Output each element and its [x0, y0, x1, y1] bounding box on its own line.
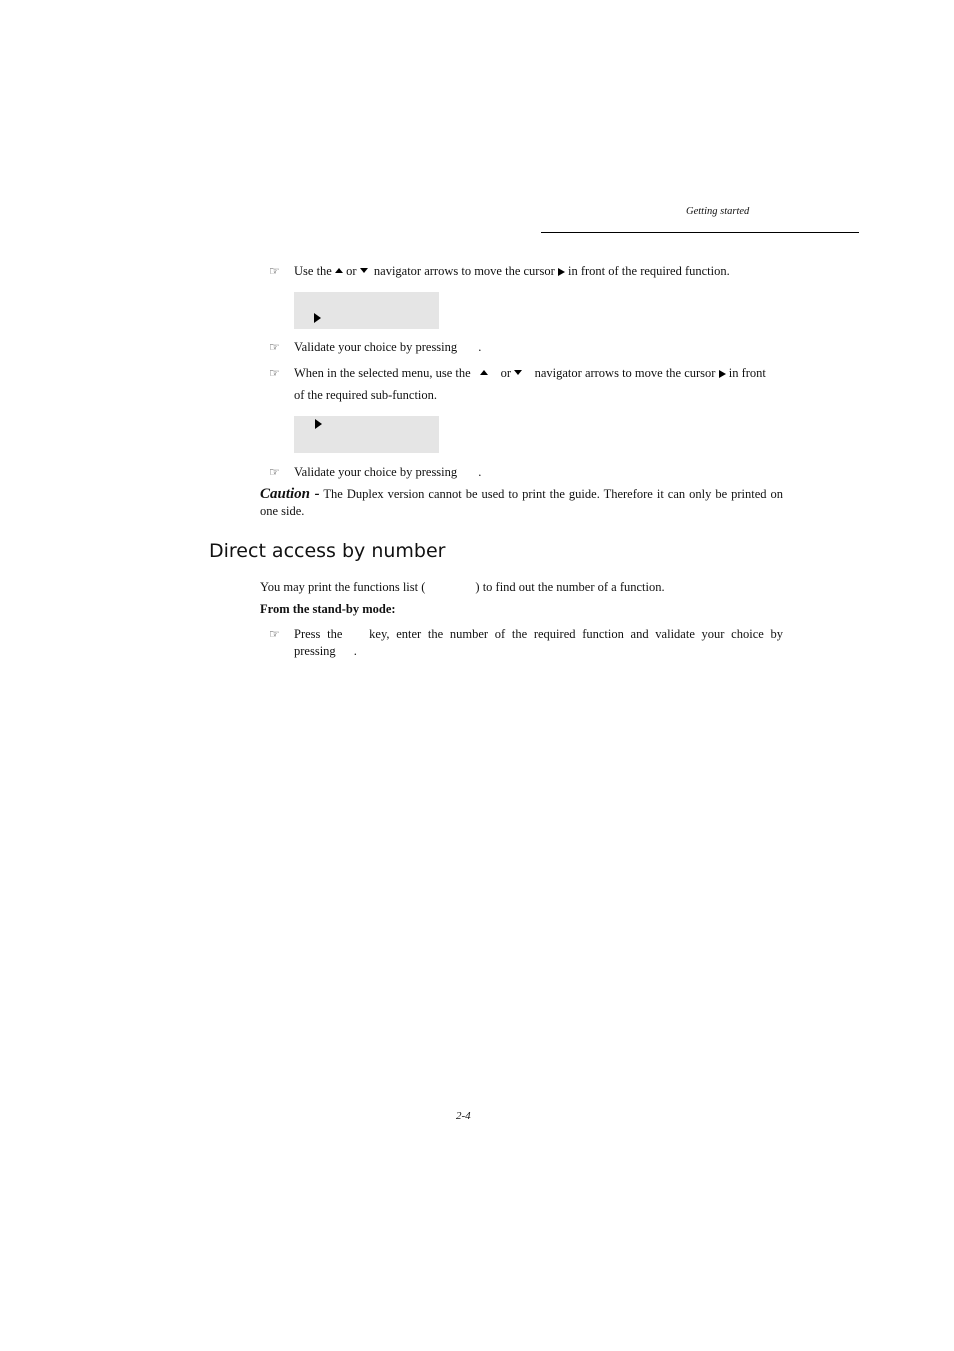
- instruction-navigate-function: [294, 263, 730, 280]
- instruction-validate: [294, 339, 481, 356]
- nav-up-arrow-icon: [335, 268, 343, 273]
- caution-text: The Duplex version cannot be used to print the guide. Therefore it can only be printed on one side.: [260, 487, 783, 518]
- intro-text: You may print the functions list (: [260, 580, 426, 594]
- nav-down-arrow-icon: [514, 370, 522, 375]
- instruction-text: or: [346, 264, 357, 278]
- cursor-arrow-icon: [558, 268, 565, 276]
- instruction-text: in front: [728, 366, 766, 380]
- cursor-arrow-icon: [314, 313, 321, 323]
- running-header: Getting started: [686, 206, 750, 217]
- instruction-text: Validate your choice by pressing: [294, 465, 458, 479]
- instruction-direct-access: [294, 626, 783, 643]
- instruction-text: navigator arrows to move the cursor: [373, 264, 555, 278]
- lcd-display: [294, 416, 439, 453]
- instruction-navigate-subfunction: [294, 365, 766, 382]
- instruction-text: .: [478, 340, 482, 354]
- section-heading: Direct access by number: [209, 540, 446, 562]
- page-number: 2-4: [456, 1110, 471, 1122]
- pointing-hand-icon: ☞: [269, 465, 280, 479]
- nav-up-arrow-icon: [480, 370, 488, 375]
- header-rule: [541, 232, 859, 233]
- instruction-text: .: [353, 644, 357, 658]
- pointing-hand-icon: ☞: [269, 627, 280, 641]
- instruction-continuation: [294, 643, 357, 660]
- instruction-text: or: [500, 366, 511, 380]
- instruction-text: .: [478, 465, 482, 479]
- instruction-validate: [294, 464, 481, 481]
- instruction-text: When in the selected menu, use the: [294, 366, 471, 380]
- lcd-display: [294, 292, 439, 329]
- pointing-hand-icon: ☞: [269, 340, 280, 354]
- nav-down-arrow-icon: [360, 268, 368, 273]
- instruction-text: navigator arrows to move the cursor: [534, 366, 716, 380]
- pointing-hand-icon: ☞: [269, 366, 280, 380]
- cursor-arrow-icon: [315, 419, 322, 429]
- instruction-continuation: of the required sub-function.: [294, 388, 438, 402]
- cursor-arrow-icon: [719, 370, 726, 378]
- caution-label: Caution -: [260, 486, 320, 502]
- caution-note: [260, 486, 783, 520]
- instruction-text: Use the: [294, 264, 332, 278]
- pointing-hand-icon: ☞: [269, 264, 280, 278]
- intro-text: ) to find out the number of a function.: [475, 580, 665, 594]
- instruction-text: Validate your choice by pressing: [294, 340, 458, 354]
- intro-paragraph: [260, 579, 665, 596]
- instruction-text: Press the key, enter the number of the required function and validate your choice by: [294, 627, 783, 641]
- instruction-text: in front of the required function.: [568, 264, 730, 278]
- standby-mode-label: From the stand-by mode:: [260, 602, 396, 616]
- instruction-text: pressing: [294, 644, 336, 658]
